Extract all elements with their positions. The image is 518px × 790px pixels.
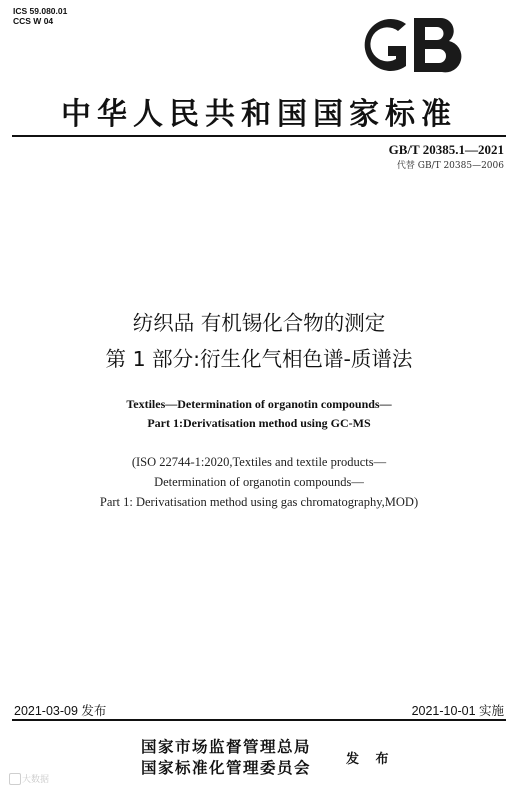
bottom-divider — [12, 719, 506, 721]
iso-reference-line-1: (ISO 22744-1:2020,Textiles and textile products— — [131, 455, 387, 469]
standard-number: GB/T 20385.1—2021 — [388, 142, 504, 157]
issuer-sac: 国家标准化管理委员会 — [141, 758, 312, 777]
english-title-line-2: Part 1:Derivatisation method using GC-MS — [147, 416, 371, 430]
standard-category-title: 中华人民共和国国家标准 — [61, 97, 457, 132]
gb-logo — [356, 10, 464, 80]
iso-reference-line-2: Determination of organotin compounds— — [154, 475, 364, 489]
ccs-code: CCS W 04 — [13, 16, 54, 26]
iso-reference-line-3: Part 1: Derivatisation method using gas chromatography,MOD) — [99, 495, 419, 509]
top-divider — [12, 135, 506, 137]
chinese-title-line-2: 第 1 部分:衍生化气相色谱-质谱法 — [105, 347, 413, 371]
issue-label: 发 布 — [346, 752, 395, 767]
issuer-samr: 国家市场监督管理总局 — [141, 737, 312, 756]
english-title-line-1: Textiles—Determination of organotin compounds— — [126, 397, 392, 411]
watermark-text: 大数据 — [22, 775, 50, 785]
publish-date: 2021-03-09 发布 — [14, 704, 107, 718]
implementation-date: 2021-10-01 实施 — [411, 704, 504, 718]
watermark-icon — [9, 773, 21, 785]
chinese-title-line-1: 纺织品 有机锡化合物的测定 — [132, 311, 386, 335]
classification-codes — [13, 6, 67, 26]
gb-logo-text: GB — [356, 10, 358, 11]
ics-code: ICS 59.080.01 — [13, 6, 68, 16]
replaces-standard: 代替 GB/T 20385—2006 — [396, 161, 504, 171]
